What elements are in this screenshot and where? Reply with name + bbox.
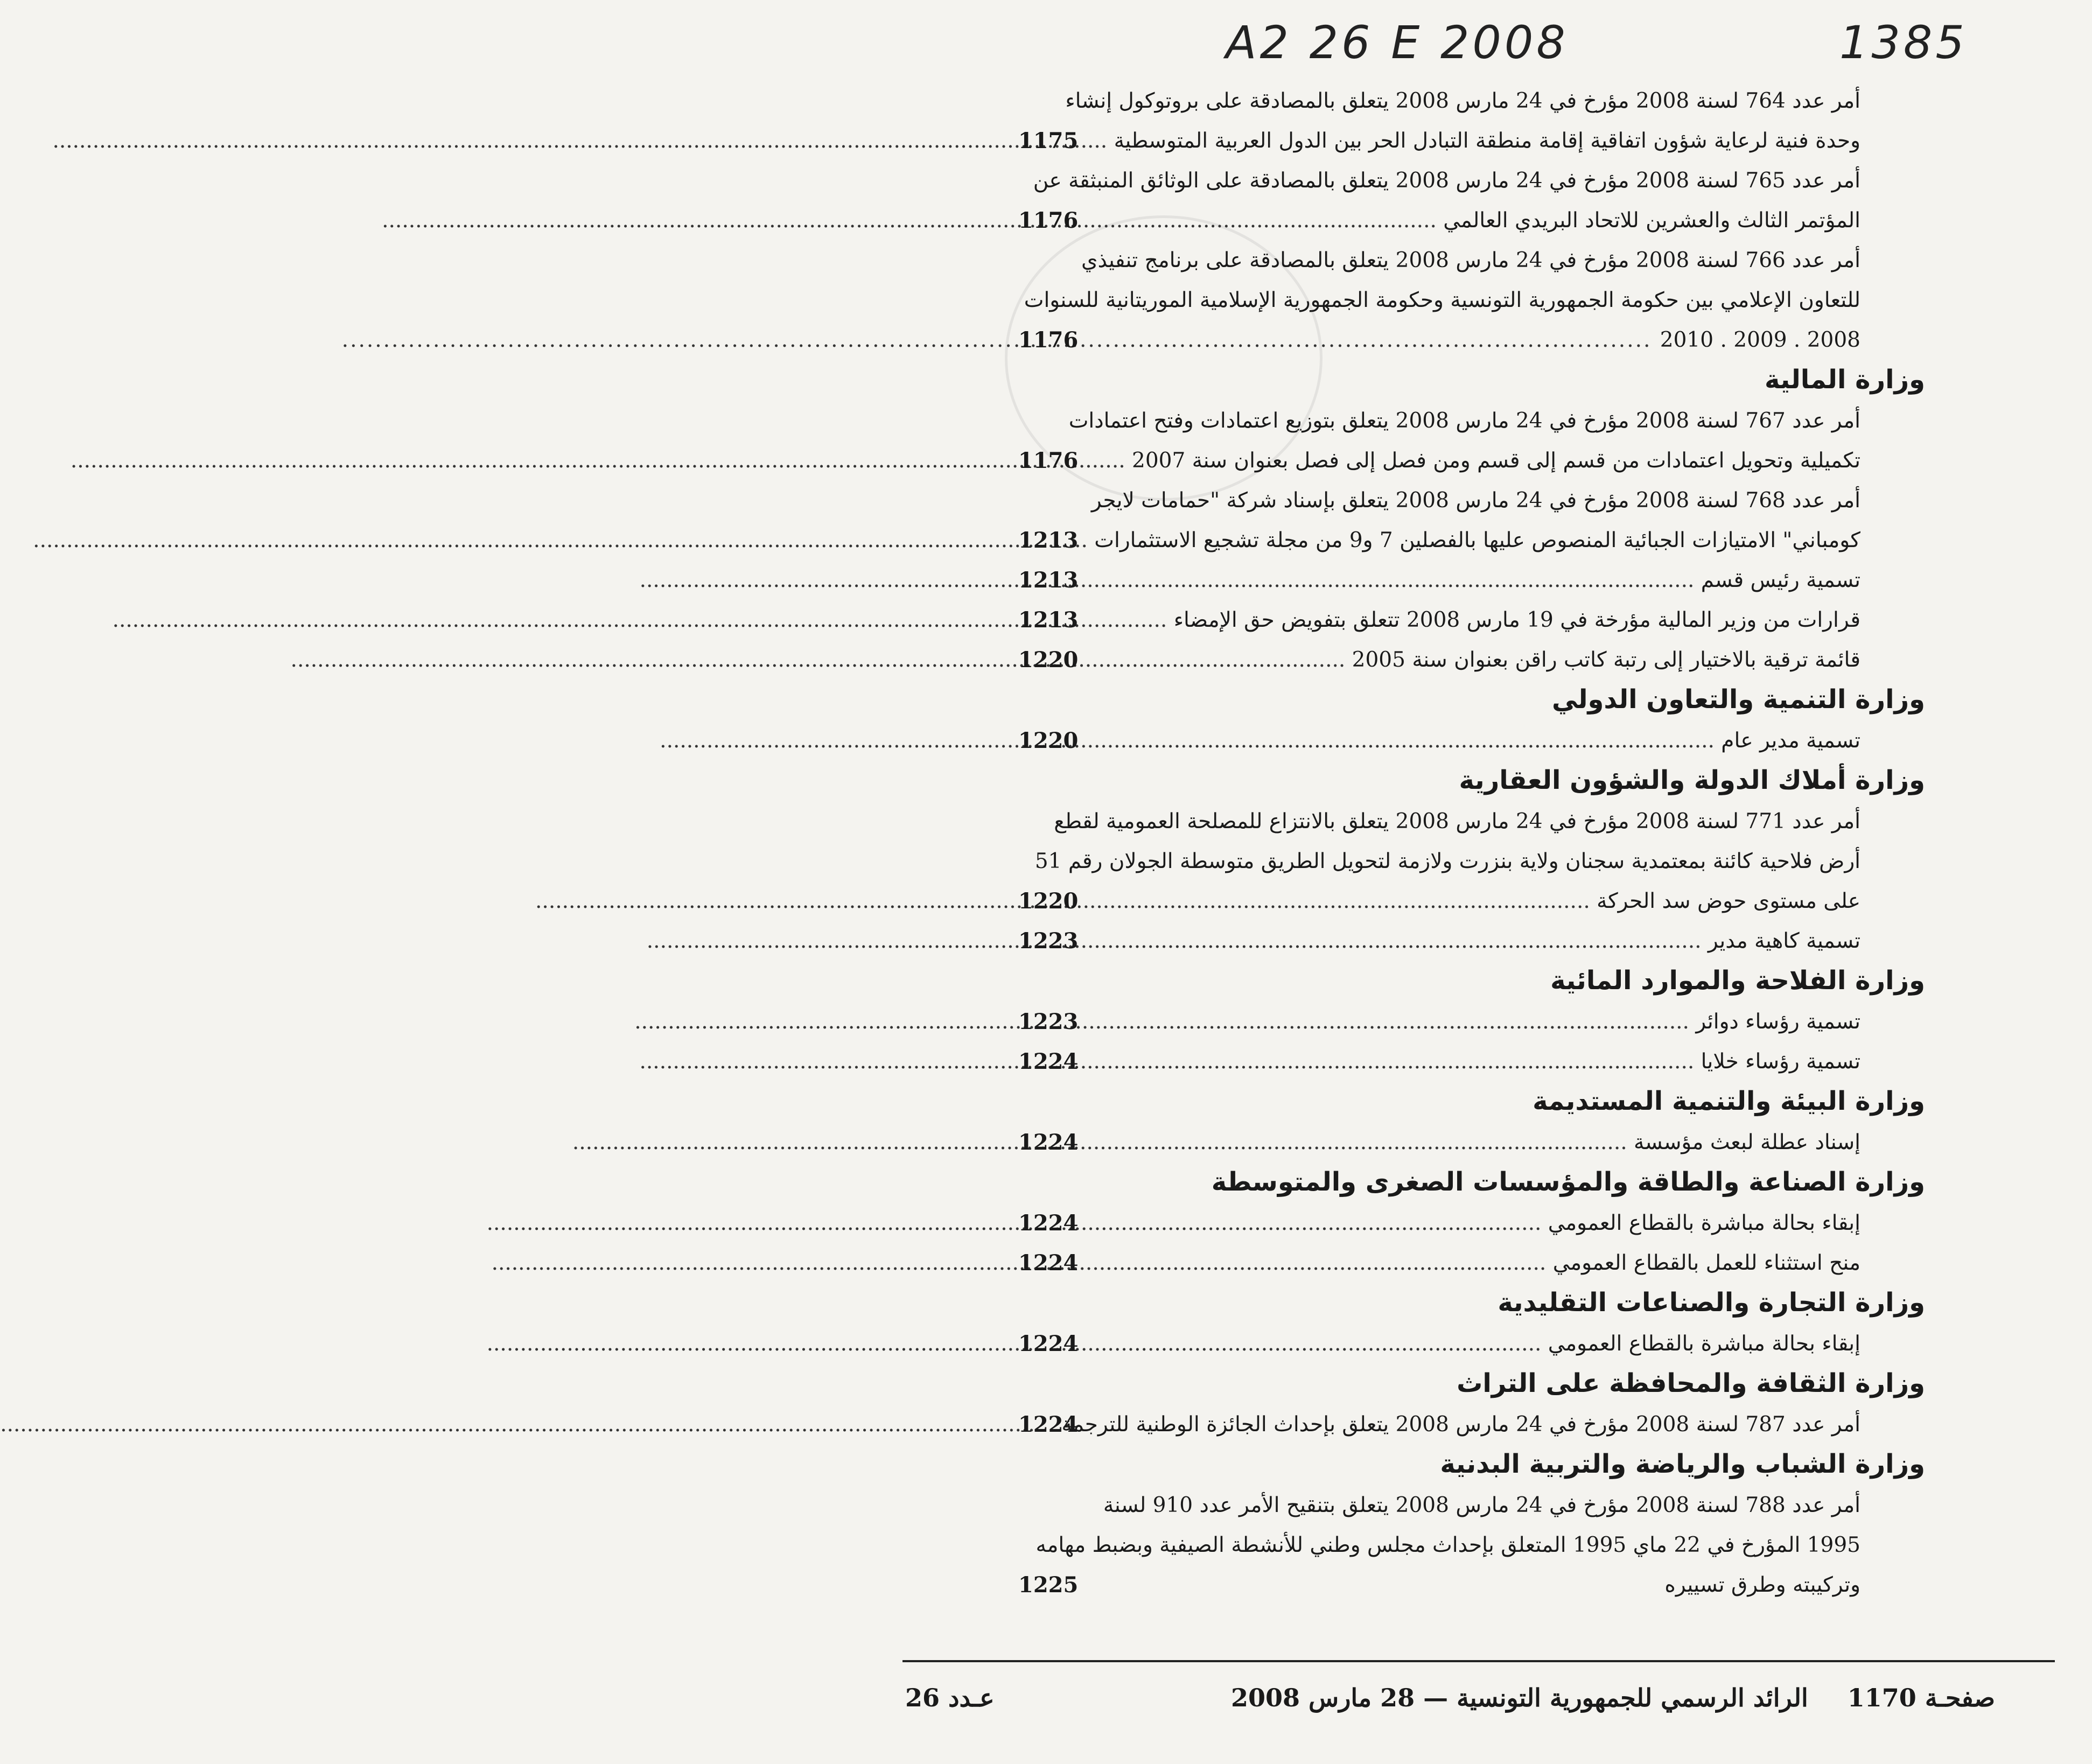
toc-entry-text: منح استثناء للعمل بالقطاع العمومي ..... [1085,1247,1860,1279]
ministry-heading [881,760,2092,801]
toc-entry-text: تسمية رؤساء خلايا ..... [1085,1046,1860,1078]
toc-entry [881,1485,2092,1525]
toc-entry-text: قائمة ترقية بالاختيار إلى رتبة كاتب راقن بعنوان سنة 2005 ..... [1085,644,1860,676]
toc-entry [881,720,2092,760]
toc-entry-text: أرض فلاحية كائنة بمعتمدية سجنان ولاية بنزرت ولازمة لتحويل الطريق متوسطة الجولان رقم 51 [1034,849,1860,873]
toc-page-number: 1176 [1018,208,1079,233]
toc-entry [881,81,2092,121]
toc-entry-text: للتعاون الإعلامي بين حكومة الجمهورية التونسية وحكومة الجمهورية الإسلامية الموريتانية للسنوات [1024,288,1860,312]
toc-entry [881,440,2092,480]
ministry-heading [881,961,2092,1002]
ministry-heading-text: وزارة البيئة والتنمية المستديمة [1533,1086,1925,1116]
toc-entry-text: 1995 المؤرخ في 22 ماي 1995 المتعلق بإحداث مجلس وطني للأنشطة الصيفية وبضبط مهامه [1035,1533,1860,1557]
toc-entry [881,1002,2092,1041]
footer-issue-number: عـدد 26 [905,1683,995,1712]
toc-entry [881,480,2092,520]
handwritten-reference: A2 26 E 2008 [1226,16,1569,69]
ministry-heading [881,1283,2092,1324]
toc-entry-text: كومباني" الامتيازات الجبائية المنصوص عليها بالفصلين 7 و9 من مجلة تشجيع الاستثمارات ..... [1085,524,1860,557]
footer-divider [902,1660,2055,1662]
ministry-heading-text: وزارة المالية [1764,365,1925,395]
toc-page-number: 1213 [1018,528,1079,553]
toc-page-number: 1224 [1018,1331,1079,1356]
toc-page-number: 1175 [1018,128,1079,153]
ministry-heading [881,1081,2092,1122]
toc-page-number: 1176 [1018,448,1079,473]
toc-entry-text: أمر عدد 765 لسنة 2008 مؤرخ في 24 مارس 2008 يتعلق بالمصادقة على الوثائق المنبثقة عن [1033,169,1860,193]
toc-page-number: 1224 [1018,1250,1079,1276]
ministry-heading-text: وزارة الثقافة والمحافظة على التراث [1457,1368,1925,1398]
toc-entry [881,841,2092,881]
toc-entry-text: أمر عدد 788 لسنة 2008 مؤرخ في 24 مارس 2008 يتعلق بتنقيح الأمر عدد 910 لسنة [1103,1493,1860,1517]
ministry-heading [881,680,2092,720]
toc-entry [881,200,2092,240]
toc-page-number: 1220 [1018,888,1079,914]
toc-entry-text: أمر عدد 787 لسنة 2008 مؤرخ في 24 مارس 2008 يتعلق بإحداث الجائزة الوطنية للترجمة ..... [1085,1409,1860,1441]
toc-entry-text: قرارات من وزير المالية مؤرخة في 19 مارس 2008 تتعلق بتفويض حق الإمضاء ..... [1085,604,1860,636]
toc-entry [881,1122,2092,1162]
toc-page-number: 1220 [1018,728,1079,753]
ministry-heading-text: وزارة الشباب والرياضة والتربية البدنية [1440,1449,1925,1479]
toc-entry [881,1324,2092,1363]
toc-entry-text: تسمية كاهية مدير ..... [1085,925,1860,957]
ministry-heading-text: وزارة الصناعة والطاقة والمؤسسات الصغرى والمتوسطة [1211,1167,1925,1197]
toc-entry [881,1404,2092,1444]
toc-entry [881,121,2092,160]
toc-entry [881,881,2092,921]
toc-entry-text: أمر عدد 771 لسنة 2008 مؤرخ في 24 مارس 2008 يتعلق بالانتزاع للمصلحة العمومية لقطع [1054,809,1860,834]
toc-entry-text: أمر عدد 764 لسنة 2008 مؤرخ في 24 مارس 2008 يتعلق بالمصادقة على بروتوكول إنشاء [1065,89,1860,113]
toc-page-number: 1213 [1018,568,1079,593]
toc-entry [881,1565,2092,1605]
toc-entry [881,280,2092,320]
toc-entry-text: وتركيبته وطرق تسييره [1664,1573,1860,1597]
toc-entry-text: إبقاء بحالة مباشرة بالقطاع العمومي ..... [1085,1328,1860,1360]
ministry-heading-text: وزارة التنمية والتعاون الدولي [1551,684,1925,715]
toc-entry-text: المؤتمر الثالث والعشرين للاتحاد البريدي العالمي ..... [1085,205,1860,237]
toc-page-number: 1223 [1018,928,1079,954]
ministry-heading-text: وزارة التجارة والصناعات التقليدية [1498,1287,1925,1318]
toc-page-number: 1224 [1018,1049,1079,1074]
toc-entry [881,520,2092,560]
toc-entry [881,560,2092,600]
footer-journal-title: الرائد الرسمي للجمهورية التونسية — 28 مارس 2008 [1231,1683,1808,1712]
toc-entry [881,240,2092,280]
toc-entry [881,921,2092,961]
toc-entry-text: تسمية رؤساء دوائر ..... [1085,1006,1860,1038]
ministry-heading [881,1363,2092,1404]
toc-entry-text: أمر عدد 766 لسنة 2008 مؤرخ في 24 مارس 2008 يتعلق بالمصادقة على برنامج تنفيذي [1081,248,1860,272]
ministry-heading [881,1444,2092,1485]
ministry-heading [881,360,2092,401]
toc-entry-text: أمر عدد 768 لسنة 2008 مؤرخ في 24 مارس 2008 يتعلق بإسناد شركة "حمامات لايجر [1091,488,1860,513]
toc-entry [881,320,2092,360]
ministry-heading-text: وزارة أملاك الدولة والشؤون العقارية [1459,765,1925,795]
table-of-contents [881,81,2092,1605]
toc-entry [881,160,2092,200]
toc-page-number: 1220 [1018,647,1079,673]
footer-page-number: صفحـة 1170 [1847,1683,1995,1712]
toc-entry-text: 2008 . 2009 . 2010 ..... [1085,324,1860,356]
toc-entry [881,600,2092,640]
toc-entry-text: على مستوى حوض سد الحركة ..... [1085,885,1860,918]
toc-page-number: 1223 [1018,1009,1079,1034]
ministry-heading-text: وزارة الفلاحة والموارد المائية [1550,965,1925,996]
toc-page-number: 1224 [1018,1412,1079,1437]
toc-page-number: 1224 [1018,1130,1079,1155]
toc-entry [881,1203,2092,1243]
toc-entry-text: إبقاء بحالة مباشرة بالقطاع العمومي ..... [1085,1207,1860,1240]
ministry-heading [881,1162,2092,1203]
toc-entry-text: تسمية مدير عام ..... [1085,725,1860,757]
toc-entry [881,1041,2092,1081]
toc-entry [881,1525,2092,1565]
toc-entry-text: تسمية رئيس قسم ..... [1085,564,1860,597]
toc-entry [881,640,2092,680]
toc-page-number: 1213 [1018,607,1079,633]
toc-entry-text: إسناد عطلة لبعث مؤسسة ..... [1085,1126,1860,1159]
toc-entry [881,801,2092,841]
toc-page-number: 1224 [1018,1210,1079,1236]
toc-entry-text: أمر عدد 767 لسنة 2008 مؤرخ في 24 مارس 2008 يتعلق بتوزيع اعتمادات وفتح اعتمادات [1068,409,1860,433]
toc-page-number: 1225 [1018,1572,1079,1598]
toc-entry-text: تكميلية وتحويل اعتمادات من قسم إلى قسم ومن فصل إلى فصل بعنوان سنة 2007 ..... [1085,445,1860,477]
toc-entry [881,1243,2092,1283]
toc-page-number: 1176 [1018,327,1079,353]
handwritten-number: 1385 [1839,16,1968,69]
toc-entry-text: وحدة فنية لرعاية شؤون اتفاقية إقامة منطقة التبادل الحر بين الدول العربية المتوسطية ..... [1085,125,1860,157]
toc-entry [881,401,2092,440]
